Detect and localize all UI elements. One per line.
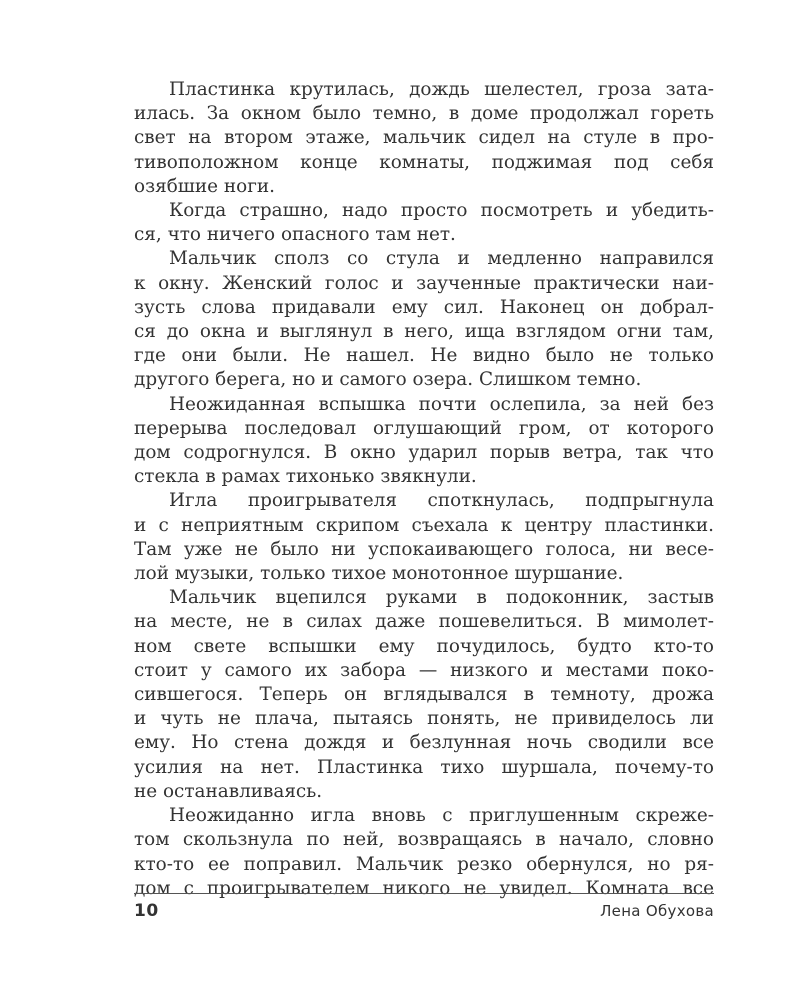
text-line: усилия на нет. Пластинка тихо шуршала, почему-то [134, 756, 714, 778]
paragraph [134, 804, 714, 901]
paragraph [134, 393, 714, 490]
page-number: 10 [134, 901, 159, 921]
text-line: Мальчик сполз со стула и медленно направился [169, 248, 714, 270]
book-page-body [134, 78, 714, 901]
paragraph [134, 489, 714, 586]
footer-divider [134, 893, 714, 894]
text-line: зусть слова придавали ему сил. Наконец он добрал- [134, 296, 714, 318]
text-line: перерыва последовал оглушающий гром, от которого [134, 417, 714, 439]
running-footer-author: Лена Обухова [600, 902, 714, 920]
body-text [134, 78, 714, 901]
text-line: и с неприятным скрипом съехала к центру пластинки. [134, 514, 714, 536]
paragraph [134, 78, 714, 199]
text-line: Там уже не было ни успокаивающего голоса, ни весе- [134, 538, 714, 560]
text-line: дом содрогнулся. В окно ударил порыв ветра, так что [134, 442, 714, 464]
text-line: другого берега, но и самого озера. Слишком темно. [134, 369, 642, 391]
text-line: сившегося. Теперь он вглядывался в темноту, дрожа [134, 684, 714, 706]
page-footer [134, 899, 714, 923]
text-line: ему. Но стена дождя и безлунная ночь сводили все [134, 732, 714, 754]
text-line: на месте, не в силах даже пошевелиться. В мимолет- [134, 611, 714, 633]
text-line: том скользнула по ней, возвращаясь в начало, словно [134, 829, 714, 851]
text-line: илась. За окном было темно, в доме продолжал гореть [134, 103, 714, 125]
text-line: стекла в рамах тихонько звякнули. [134, 466, 477, 488]
paragraph [134, 586, 714, 804]
text-line: Мальчик вцепился руками в подоконник, застыв [169, 587, 714, 609]
text-line: Неожиданно игла вновь с приглушенным скреже- [169, 805, 714, 827]
text-line: ся, что ничего опасного там нет. [134, 224, 456, 246]
text-line: стоит у самого их забора — низкого и местами поко- [134, 659, 714, 681]
text-line: не останавливаясь. [134, 780, 323, 802]
text-line: к окну. Женский голос и заученные практически наи- [134, 272, 714, 294]
text-line: кто-то ее поправил. Мальчик резко обернулся, но ря- [134, 853, 714, 875]
paragraph [134, 247, 714, 392]
text-line: дом с проигрывателем никого не увидел. Комната все [134, 877, 714, 899]
paragraph [134, 199, 714, 247]
text-line: и чуть не плача, пытаясь понять, не привиделось ли [134, 708, 714, 730]
text-line: тивоположном конце комнаты, поджимая под себя [134, 151, 714, 173]
text-line: озябшие ноги. [134, 175, 275, 197]
text-line: свет на втором этаже, мальчик сидел на стуле в про- [134, 127, 714, 149]
text-line: Неожиданная вспышка почти ослепила, за ней без [169, 393, 714, 415]
text-line: Пластинка крутилась, дождь шелестел, гроза зата- [169, 79, 714, 100]
text-line: где они были. Не нашел. Не видно было не только [134, 345, 714, 367]
text-line: Когда страшно, надо просто посмотреть и убедить- [169, 200, 714, 222]
text-line: лой музыки, только тихое монотонное шуршание. [134, 563, 624, 585]
text-line: ся до окна и выглянул в него, ища взглядом огни там, [134, 321, 714, 343]
text-line: ном свете вспышки ему почудилось, будто кто-то [134, 635, 714, 657]
text-line: Игла проигрывателя споткнулась, подпрыгнула [169, 490, 714, 512]
